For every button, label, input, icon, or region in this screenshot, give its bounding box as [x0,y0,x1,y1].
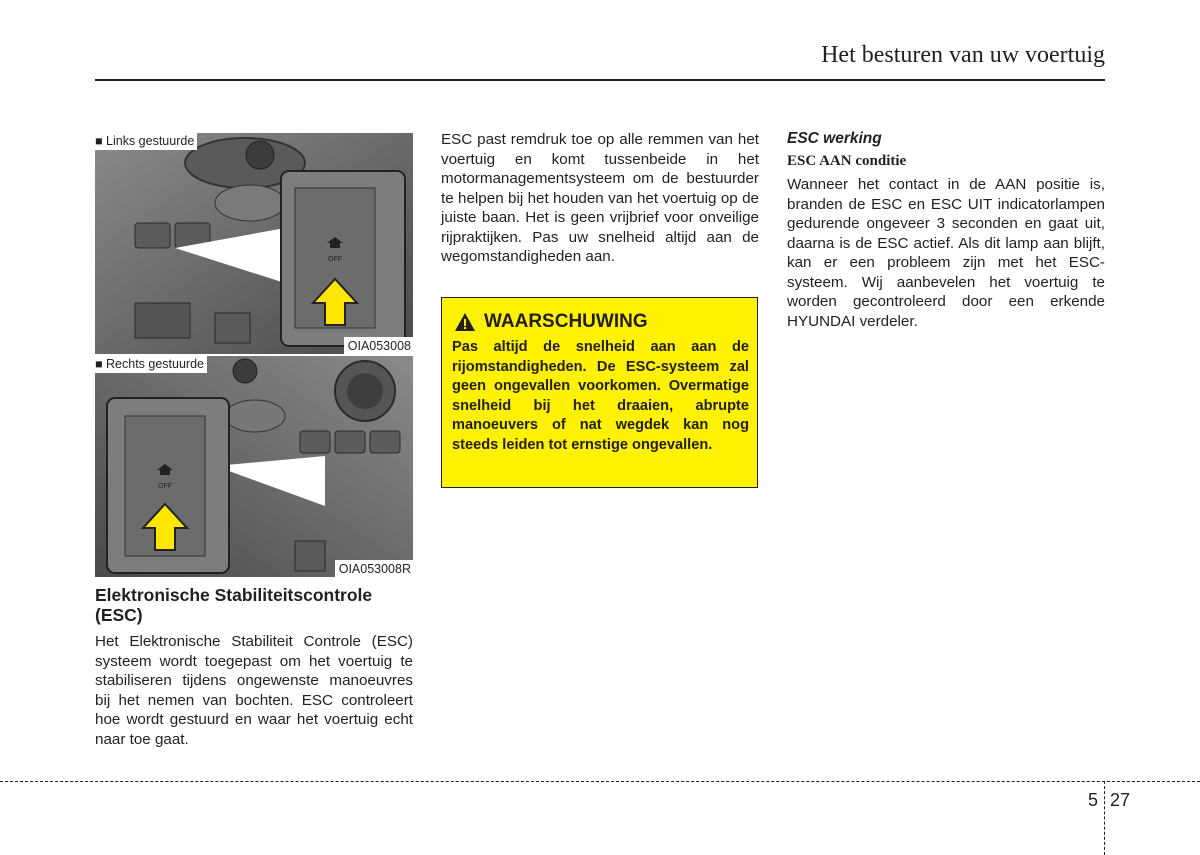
esc-function-paragraph: ESC past remdruk toe op alle remmen van het voertuig en komt tussenbeide in het motormanagementsysteem om de bestuurder te helpen bij het houden van het voertuig op de juiste baan. Het is geen vrijbrief voor onveilige rijpraktijken. Pas uw snelheid altijd aan de wegomstandigheden aan. [441,131,759,265]
esc-off-switch-label: OFF [328,256,342,263]
footer-rule [0,781,1200,782]
figure-left-hand-drive [95,133,413,354]
figure-right-hand-drive [95,356,413,577]
chapter-number: 5 [1088,790,1099,810]
esc-operation-subheading: ESC werking [787,130,882,147]
warning-title [454,311,648,333]
page-number: 27 [1110,790,1131,810]
figure-label: ■ Links gestuurde [95,133,197,150]
figure-label: ■ Rechts gestuurde [95,356,207,373]
warning-title-text: WAARSCHUWING [484,311,648,332]
warning-triangle-icon [454,312,476,332]
esc-switch-illustration-rhd [95,356,413,577]
esc-on-condition-paragraph: Wanneer het contact in de AAN positie is, branden de ESC en ESC UIT indicatorlampen gedurende ongeveer 3 seconden en gaat uit, daarna is de ESC actief. Als dit lamp aan blijft, kan er een probleem zijn met het ESC-systeem. Wij aanbevelen het voertuig te worden gecontroleerd door een erkende HYUNDAI verdeler. [787,176,1105,330]
header-rule [95,79,1105,81]
esc-on-condition-heading: ESC AAN conditie [787,153,907,169]
warning-box [441,297,758,488]
page-number-divider [1104,781,1105,855]
esc-switch-illustration-lhd [95,133,413,354]
figure-code: OIA053008 [344,337,413,354]
running-header: Het besturen van uw voertuig [821,42,1105,68]
figure-code: OIA053008R [335,560,413,577]
warning-text: Pas altijd de snelheid aan aan de rijomstandigheden. De ESC-systeem zal geen ongevallen voorkomen. Overmatige snelheid bij het draaien, abrupte manoeuvers of nat wegdek kan nog steeds leiden tot ernstige ongevallen. [452,339,749,453]
esc-off-switch-label: OFF [158,483,172,490]
section-heading: Elektronische Stabiliteitscontrole (ESC) [95,585,373,625]
esc-intro-paragraph: Het Elektronische Stabiliteit Controle (ESC) systeem wordt toegepast om het voertuig te stabiliseren tijdens ongewenste manoeuvres bij het nemen van bochten. ESC controleert hoe wordt gestuurd en waar het voertuig echt naar toe gaat. [95,633,413,748]
